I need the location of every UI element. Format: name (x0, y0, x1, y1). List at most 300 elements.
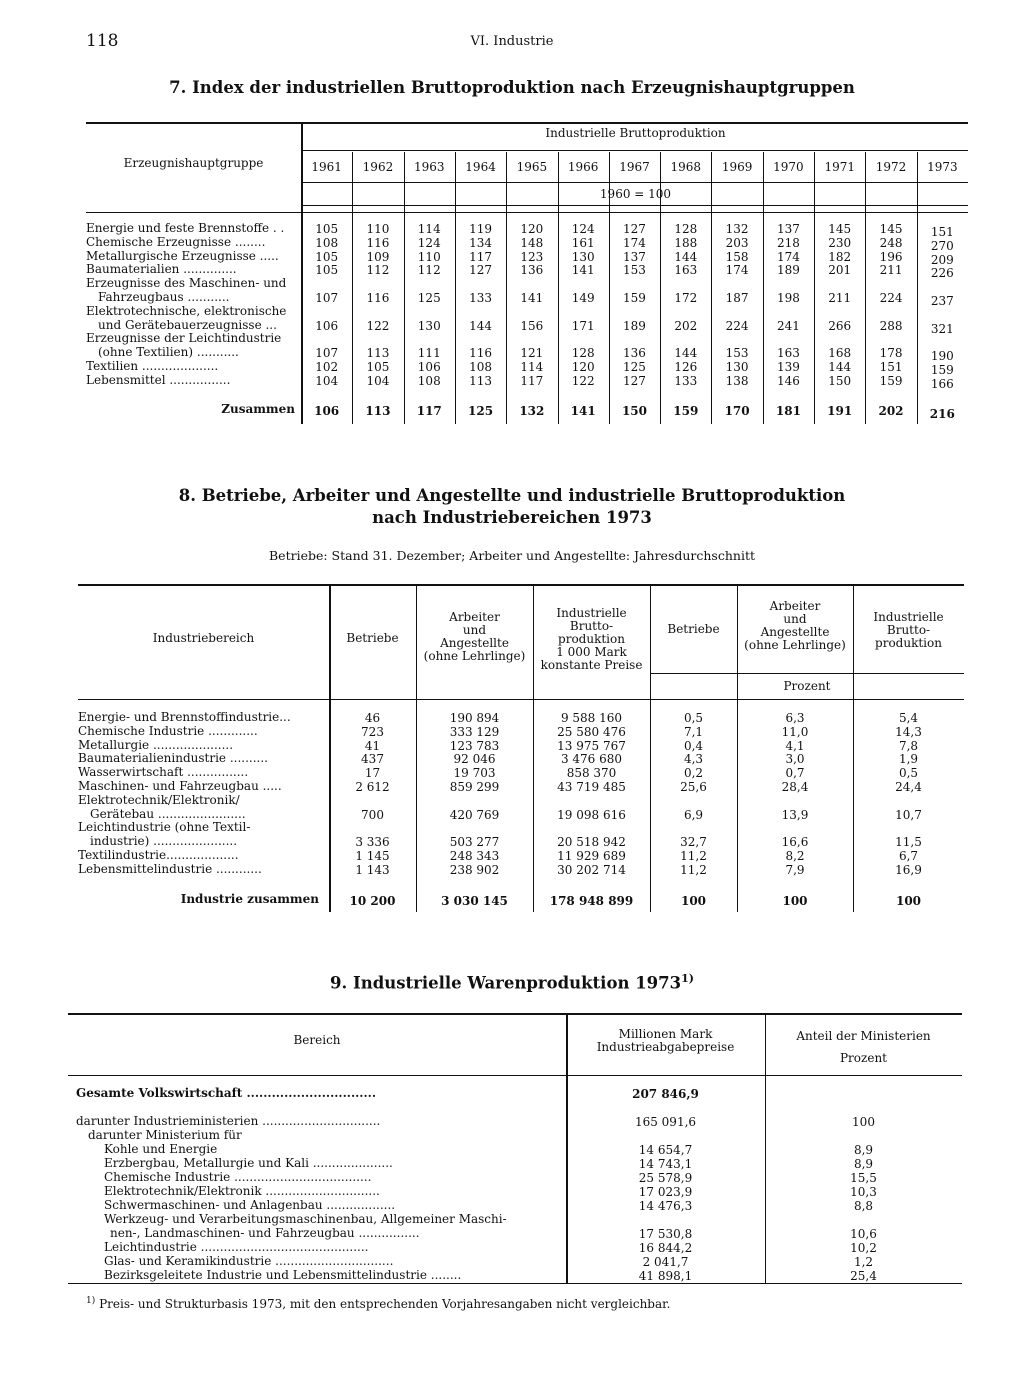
table7-row-label: Metallurgische Erzeugnisse ..... (86, 249, 279, 263)
table9-cell-mio: 17 530,8 (638, 1226, 693, 1241)
table7-cell: 172 (674, 291, 698, 305)
table8-cell: 1 143 (355, 862, 390, 877)
table8-cell: 4,3 (683, 752, 704, 767)
table7-cell: 224 (879, 291, 903, 305)
table9-row-label: Gesamte Volkswirtschaft ............................... (76, 1087, 377, 1100)
table7-total-cell: 170 (724, 404, 750, 418)
table7-cell: 128 (674, 222, 698, 236)
table7-year-header: 1973 (927, 160, 958, 174)
table8-row-label: Lebensmittelindustrie ............ (78, 862, 262, 876)
table7-cell: 151 (930, 225, 954, 239)
table7-cell: 187 (725, 291, 749, 305)
table8-cell: 19 703 (453, 766, 496, 781)
table7-year-header: 1969 (721, 160, 753, 174)
table7-base-note: 1960 = 100 (599, 187, 672, 201)
table7-cell: 153 (725, 346, 749, 361)
table7-total-cell: 132 (519, 404, 545, 418)
table8-cell: 25,6 (680, 780, 707, 794)
table7-total-cell: 202 (878, 404, 904, 418)
table7-year-header: 1963 (413, 160, 445, 174)
table7-cell: 144 (469, 318, 493, 333)
table8-cell: 7,1 (683, 724, 704, 739)
table7-cell: 209 (930, 252, 954, 267)
table7-cell: 120 (520, 222, 544, 236)
table8-row-label: Energie- und Brennstoffindustrie... (78, 711, 291, 724)
table8-cell: 17 (364, 766, 381, 781)
table7-cell: 226 (930, 266, 954, 281)
rule-horizontal (68, 1013, 962, 1015)
table8-cell: 13,9 (781, 807, 809, 822)
table9-header-anteil: Anteil der Ministerien (796, 1029, 931, 1043)
rule-horizontal (302, 205, 968, 206)
table8-cell: 41 (364, 738, 381, 753)
table7-year-header: 1971 (824, 160, 855, 174)
table7-cell: 133 (674, 373, 698, 388)
table8-total-cell: 100 (782, 894, 808, 908)
page-number: 118 (86, 31, 119, 51)
table7-cell: 237 (930, 294, 954, 308)
table8-cell: 11,5 (895, 835, 922, 850)
table7-cell: 190 (930, 349, 954, 364)
table8-cell: 9 588 160 (560, 711, 623, 725)
table7-cell: 138 (725, 373, 749, 388)
table7-cell: 107 (315, 346, 339, 361)
table9-cell-pct: 15,5 (850, 1171, 877, 1185)
table9-header-prozent: Prozent (839, 1051, 887, 1065)
table9-stub-header: Bereich (293, 1033, 341, 1047)
table8-cell: 0,5 (683, 711, 704, 725)
table9-row-label: Bezirksgeleitete Industrie und Lebensmittelindustrie ........ (104, 1269, 462, 1282)
table7-year-header: 1964 (465, 160, 496, 174)
table7-cell: 136 (623, 346, 646, 361)
table7-year-header: 1972 (875, 160, 907, 174)
table8-cell: 32,7 (680, 835, 707, 850)
table7-row-label: Fahrzeugbaus ........... (98, 291, 230, 304)
table7-cell: 189 (776, 263, 800, 278)
table9-cell-pct: 25,4 (850, 1269, 877, 1283)
table8-cell: 11 929 689 (557, 849, 626, 863)
table7-cell: 124 (417, 235, 441, 250)
table7-cell: 189 (623, 318, 646, 333)
table7-cell: 114 (520, 360, 544, 374)
table7-cell: 145 (828, 222, 852, 236)
table8-cell: 7,8 (898, 738, 919, 753)
table8-cell: 3 476 680 (560, 752, 623, 767)
table7-row-label: Erzeugnisse des Maschinen- und (86, 277, 287, 291)
table9-row-label: darunter Ministerium für (88, 1129, 242, 1142)
table9-row-label: Werkzeug- und Verarbeitungsmaschinenbau, Allgemeiner Maschi- (104, 1213, 507, 1226)
table7-cell: 171 (571, 318, 595, 333)
table7-cell: 124 (571, 222, 595, 236)
table8-cell: 333 129 (449, 724, 500, 739)
table8-cell: 7,9 (785, 862, 805, 877)
rule-horizontal (86, 122, 968, 124)
table7-cell: 153 (623, 263, 646, 278)
table7-cell: 122 (571, 373, 595, 388)
table8-cell: 43 719 485 (557, 780, 626, 794)
table8-row-label: Gerätebau ....................... (90, 807, 246, 821)
table8-cell: 13 975 767 (557, 738, 626, 753)
rule-horizontal (78, 699, 964, 700)
rule-horizontal (78, 584, 964, 586)
table7-cell: 105 (315, 249, 339, 264)
table7-cell: 123 (520, 249, 544, 264)
table8-cell: 420 769 (449, 807, 500, 822)
table7-cell: 110 (366, 222, 390, 236)
table7-year-header: 1968 (670, 160, 702, 174)
table7-cell: 182 (828, 249, 852, 264)
table8-cell: 6,7 (898, 849, 919, 863)
table8-cell: 0,7 (785, 766, 805, 781)
table8-cell: 248 343 (449, 849, 500, 863)
table8-cell: 19 098 616 (557, 807, 626, 822)
table7-cell: 126 (674, 360, 698, 374)
table7-cell: 104 (315, 373, 339, 388)
table9-cell-pct: 8,9 (853, 1157, 874, 1171)
table7-cell: 211 (879, 263, 903, 278)
running-head: VI. Industrie (470, 34, 554, 49)
table9-row-label: Erzbergbau, Metallurgie und Kali ..................... (104, 1157, 393, 1170)
table9-cell-pct: 10,2 (850, 1241, 877, 1255)
rule-horizontal (68, 1075, 962, 1076)
table8-cell: 4,1 (785, 738, 805, 753)
table9-cell-mio: 14 654,7 (638, 1143, 693, 1157)
table7-cell: 202 (674, 318, 698, 333)
table7-total-cell: 125 (468, 404, 494, 418)
table8-row-label: Leichtindustrie (ohne Textil- (78, 821, 251, 835)
table8-header-brutto-pct: Industrielle Brutto- produktion (873, 610, 944, 650)
table7-cell: 149 (571, 291, 595, 305)
table8-total-cell: 178 948 899 (549, 894, 634, 908)
table8-cell: 858 370 (566, 766, 617, 781)
table9-row-label: Schwermaschinen- und Anlagenbau .................. (104, 1199, 396, 1212)
table7-cell: 174 (776, 249, 800, 264)
table9-cell-mio: 16 844,2 (638, 1241, 693, 1255)
table7-cell: 132 (725, 222, 749, 236)
table7-cell: 174 (623, 235, 646, 250)
table8-cell: 238 902 (449, 862, 500, 877)
table8-cell: 11,2 (680, 862, 707, 877)
table7-cell: 161 (571, 235, 595, 250)
table9-cell-pct: 10,6 (850, 1226, 877, 1241)
table8-total-cell: 10 200 (349, 894, 396, 908)
table8-header-arbeiter-pct: Arbeiter und Angestellte (ohne Lehrlinge) (744, 599, 846, 652)
table9-title: 9. Industrielle Warenproduktion 1973 (330, 973, 682, 993)
table7-cell: 141 (571, 263, 595, 278)
table7-cell: 125 (417, 291, 441, 305)
table8-cell: 123 783 (449, 738, 500, 753)
table7-cell: 146 (776, 373, 800, 388)
table9-cell-pct: 1,2 (853, 1255, 874, 1269)
table8-row-label: Maschinen- und Fahrzeugbau ..... (78, 780, 282, 793)
table7-cell: 139 (776, 360, 800, 374)
table8-header-brutto: Industrielle Brutto- produktion 1 000 Mark konstante Preise (540, 606, 643, 672)
table7-cell: 151 (879, 360, 903, 374)
table7-row-label: Lebensmittel ................ (86, 373, 231, 387)
table8-cell: 16,6 (781, 835, 809, 850)
table9-cell-pct: 8,9 (853, 1143, 874, 1157)
table7-total-cell: 113 (365, 404, 391, 418)
table8-cell: 30 202 714 (557, 862, 626, 877)
table8-row-label: industrie) ...................... (90, 835, 238, 849)
table8-header-arbeiter: Arbeiter und Angestellte (ohne Lehrlinge) (423, 610, 526, 663)
table7-cell: 159 (879, 373, 903, 388)
table7-total-label: Zusammen (221, 402, 295, 416)
table9-cell-mio: 41 898,1 (638, 1269, 693, 1283)
table8-cell: 46 (364, 711, 381, 725)
table7-cell: 133 (469, 291, 493, 305)
table8-cell: 437 (361, 752, 384, 767)
table8-cell: 16,9 (895, 862, 922, 877)
table7-row-label: Chemische Erzeugnisse ........ (86, 235, 266, 249)
table8-row-label: Metallurgie ..................... (78, 738, 234, 752)
table7-row-label: Textilien .................... (86, 360, 219, 373)
footnote-text: Preis- und Strukturbasis 1973, mit den entsprechenden Vorjahresangaben nicht vergleichbar. (99, 1297, 671, 1311)
table7-cell: 105 (315, 222, 339, 236)
table7-cell: 112 (417, 263, 441, 278)
table7-cell: 116 (469, 346, 493, 361)
table9-row-label: Leichtindustrie ............................................ (104, 1241, 369, 1254)
table7-cell: 105 (315, 263, 339, 278)
table7-cell: 144 (674, 249, 698, 264)
table8-cell: 11,0 (781, 724, 809, 739)
table7-cell: 168 (828, 346, 852, 361)
table9-cell-mio: 165 091,6 (634, 1115, 697, 1129)
table8-cell: 24,4 (895, 780, 922, 794)
table7-total-cell: 141 (570, 404, 596, 418)
table8-total-cell: 3 030 145 (441, 894, 508, 908)
table9-cell-pct: 8,8 (853, 1199, 874, 1213)
table8-cell: 11,2 (680, 849, 707, 863)
table7-cell: 174 (725, 263, 749, 278)
table9-title-note: 1) (681, 972, 694, 985)
table7-cell: 116 (366, 291, 390, 305)
table9-row-label: Elektrotechnik/Elektronik .............................. (104, 1185, 380, 1198)
table7-year-header: 1961 (311, 160, 342, 174)
table7-group-header: Industrielle Bruttoproduktion (545, 126, 726, 140)
table8-cell: 3 336 (355, 835, 390, 850)
table7-cell: 117 (520, 373, 544, 388)
table8-cell: 10,7 (895, 807, 922, 822)
table7-cell: 137 (623, 249, 646, 264)
table9-row-label: Chemische Industrie .................................... (104, 1171, 372, 1184)
table7-cell: 163 (776, 346, 800, 361)
table9-cell-mio: 207 846,9 (632, 1087, 699, 1101)
table7-row-label: und Gerätebauerzeugnisse ... (98, 318, 277, 332)
table8-cell: 1 145 (355, 849, 390, 863)
table7-cell: 270 (930, 238, 954, 253)
table7-row-label: Energie und feste Brennstoffe . . (86, 222, 285, 235)
table8-cell: 25 580 476 (557, 724, 626, 739)
table7-cell: 110 (417, 249, 441, 264)
table7-total-cell: 191 (827, 404, 853, 418)
table7-total-cell: 117 (416, 404, 442, 418)
table7-cell: 128 (571, 346, 595, 361)
table8-cell: 92 046 (453, 752, 496, 767)
table7-cell: 198 (776, 291, 800, 305)
table8-cell: 700 (361, 807, 384, 822)
table8-cell: 6,9 (683, 807, 704, 822)
table7-cell: 112 (366, 263, 390, 278)
table8-row-label: Chemische Industrie ............. (78, 724, 258, 738)
table9-cell-mio: 17 023,9 (638, 1185, 693, 1199)
table9-footnote-wrap (86, 1296, 670, 1311)
rule-horizontal (302, 182, 968, 183)
table7-cell: 163 (674, 263, 698, 278)
table7-cell: 230 (828, 235, 852, 250)
table8-header-prozent: Prozent (783, 679, 831, 693)
table7-cell: 113 (366, 346, 390, 361)
table7-cell: 321 (930, 321, 954, 336)
table9-row-label: Kohle und Energie (104, 1143, 218, 1156)
table7-year-header: 1970 (773, 160, 804, 174)
rule-horizontal (302, 150, 968, 151)
table7-title: 7. Index der industriellen Bruttoproduktion nach Erzeugnishauptgruppen (169, 78, 855, 97)
table9-title-wrap (0, 972, 1024, 993)
table7-cell: 105 (366, 360, 390, 374)
table7-cell: 178 (879, 346, 903, 361)
table7-total-cell: 106 (314, 404, 340, 418)
table7-cell: 108 (469, 360, 493, 374)
table8-total-cell: 100 (680, 894, 707, 908)
table8-row-label: Textilindustrie................... (78, 849, 239, 862)
table7-year-header: 1962 (362, 160, 394, 174)
table7-cell: 109 (366, 249, 390, 264)
table7-cell: 218 (776, 235, 800, 250)
table9-row-label: darunter Industrieministerien ............................... (76, 1115, 381, 1128)
table7-row-label: (ohne Textilien) ........... (98, 346, 239, 360)
table8-total-cell: 100 (895, 894, 922, 908)
table7-total-cell: 150 (621, 404, 648, 418)
table7-cell: 127 (623, 373, 646, 388)
table7-cell: 107 (315, 291, 339, 305)
table7-cell: 104 (366, 373, 390, 388)
table7-cell: 145 (879, 222, 903, 236)
table9-row-label: nen-, Landmaschinen- und Fahrzeugbau ................ (110, 1226, 420, 1240)
table7-row-label: Baumaterialien .............. (86, 263, 237, 277)
table8-cell: 14,3 (895, 724, 922, 739)
table8-title-line1: 8. Betriebe, Arbeiter und Angestellte und industrielle Bruttoproduktion (178, 486, 846, 505)
table7-cell: 134 (469, 235, 493, 250)
table9-header-mio: Millionen Mark Industrieabgabepreise (596, 1027, 735, 1054)
table8-row-label: Baumaterialienindustrie .......... (78, 752, 268, 766)
table8-total-label: Industrie zusammen (180, 892, 319, 906)
table8-cell: 723 (361, 724, 384, 739)
table7-cell: 144 (674, 346, 698, 361)
table7-cell: 159 (930, 363, 954, 377)
table7-cell: 196 (879, 249, 903, 264)
table8-cell: 3,0 (785, 752, 805, 767)
table7-cell: 211 (828, 291, 852, 305)
table7-year-header: 1966 (567, 160, 599, 174)
table8-cell: 859 299 (449, 780, 500, 794)
table7-cell: 108 (315, 235, 339, 250)
table7-cell: 108 (417, 373, 441, 388)
table7-cell: 158 (725, 249, 749, 264)
table8-title-line2: nach Industriebereichen 1973 (372, 508, 652, 527)
table7-cell: 166 (930, 376, 954, 391)
table9-cell-mio: 2 041,7 (642, 1255, 689, 1269)
table7-cell: 141 (520, 291, 544, 305)
table7-cell: 201 (828, 263, 852, 278)
table7-cell: 150 (828, 373, 852, 388)
table7-cell: 130 (725, 360, 749, 374)
table9-cell-pct: 100 (852, 1115, 875, 1129)
table8-cell: 1,9 (898, 752, 919, 767)
table7-total-cell: 181 (775, 404, 801, 418)
table7-cell: 148 (520, 235, 544, 250)
table7-cell: 130 (417, 318, 441, 333)
table9-cell-mio: 14 743,1 (638, 1157, 693, 1171)
table7-cell: 106 (315, 318, 339, 333)
table7-cell: 130 (571, 249, 595, 264)
table7-cell: 159 (623, 291, 646, 305)
table8-header-betriebe: Betriebe (346, 631, 399, 645)
table7-total-cell: 216 (929, 407, 955, 421)
table7-row-label: Erzeugnisse der Leichtindustrie (86, 332, 282, 346)
table8-cell: 0,4 (683, 738, 704, 753)
table7-cell: 137 (776, 222, 800, 236)
table7-cell: 114 (417, 222, 441, 236)
table7-cell: 266 (828, 318, 852, 333)
table7-cell: 127 (469, 263, 493, 278)
table7-cell: 125 (623, 360, 646, 374)
table8-cell: 5,4 (898, 711, 919, 725)
table7-cell: 127 (623, 222, 646, 236)
table7-cell: 120 (571, 360, 595, 374)
table7-cell: 106 (417, 360, 441, 374)
table8-subtitle: Betriebe: Stand 31. Dezember; Arbeiter und Angestellte: Jahresdurchschnitt (269, 548, 755, 563)
table7-cell: 288 (879, 318, 903, 333)
table7-year-header: 1967 (619, 160, 650, 174)
table8-cell: 2 612 (355, 780, 390, 794)
table7-cell: 156 (520, 318, 544, 333)
rule-horizontal (86, 212, 968, 213)
table7-cell: 241 (776, 318, 800, 333)
table7-row-label: Elektrotechnische, elektronische (86, 304, 287, 318)
table8-cell: 28,4 (781, 780, 809, 794)
table7-cell: 102 (315, 360, 339, 374)
table7-cell: 136 (520, 263, 544, 278)
table8-cell: 190 894 (449, 711, 500, 725)
table8-cell: 6,3 (785, 711, 805, 725)
table8-header-betriebe-pct: Betriebe (667, 622, 720, 636)
table9-row-label: Glas- und Keramikindustrie ............................... (104, 1255, 394, 1268)
table7-cell: 248 (879, 235, 903, 250)
table9-cell-mio: 25 578,9 (638, 1171, 693, 1185)
rule-horizontal (68, 1283, 962, 1284)
table7-cell: 203 (725, 235, 749, 250)
table7-total-cell: 159 (673, 404, 699, 418)
table8-cell: 20 518 942 (557, 835, 626, 850)
table7-cell: 117 (469, 249, 493, 264)
table7-cell: 111 (417, 346, 441, 361)
footnote-mark: 1) (86, 1296, 96, 1306)
table7-cell: 116 (366, 235, 390, 250)
table7-cell: 113 (469, 373, 493, 388)
table7-cell: 121 (520, 346, 544, 361)
table7-cell: 188 (674, 235, 698, 250)
table7-cell: 144 (828, 360, 852, 374)
table7-cell: 119 (469, 222, 493, 236)
table7-cell: 122 (366, 318, 390, 333)
table8-row-label: Elektrotechnik/Elektronik/ (78, 793, 240, 807)
table7-year-header: 1965 (516, 160, 548, 174)
table8-cell: 0,5 (898, 766, 919, 781)
table9-cell-mio: 14 476,3 (638, 1199, 693, 1213)
table8-cell: 503 277 (449, 835, 500, 850)
table8-cell: 8,2 (785, 849, 805, 863)
